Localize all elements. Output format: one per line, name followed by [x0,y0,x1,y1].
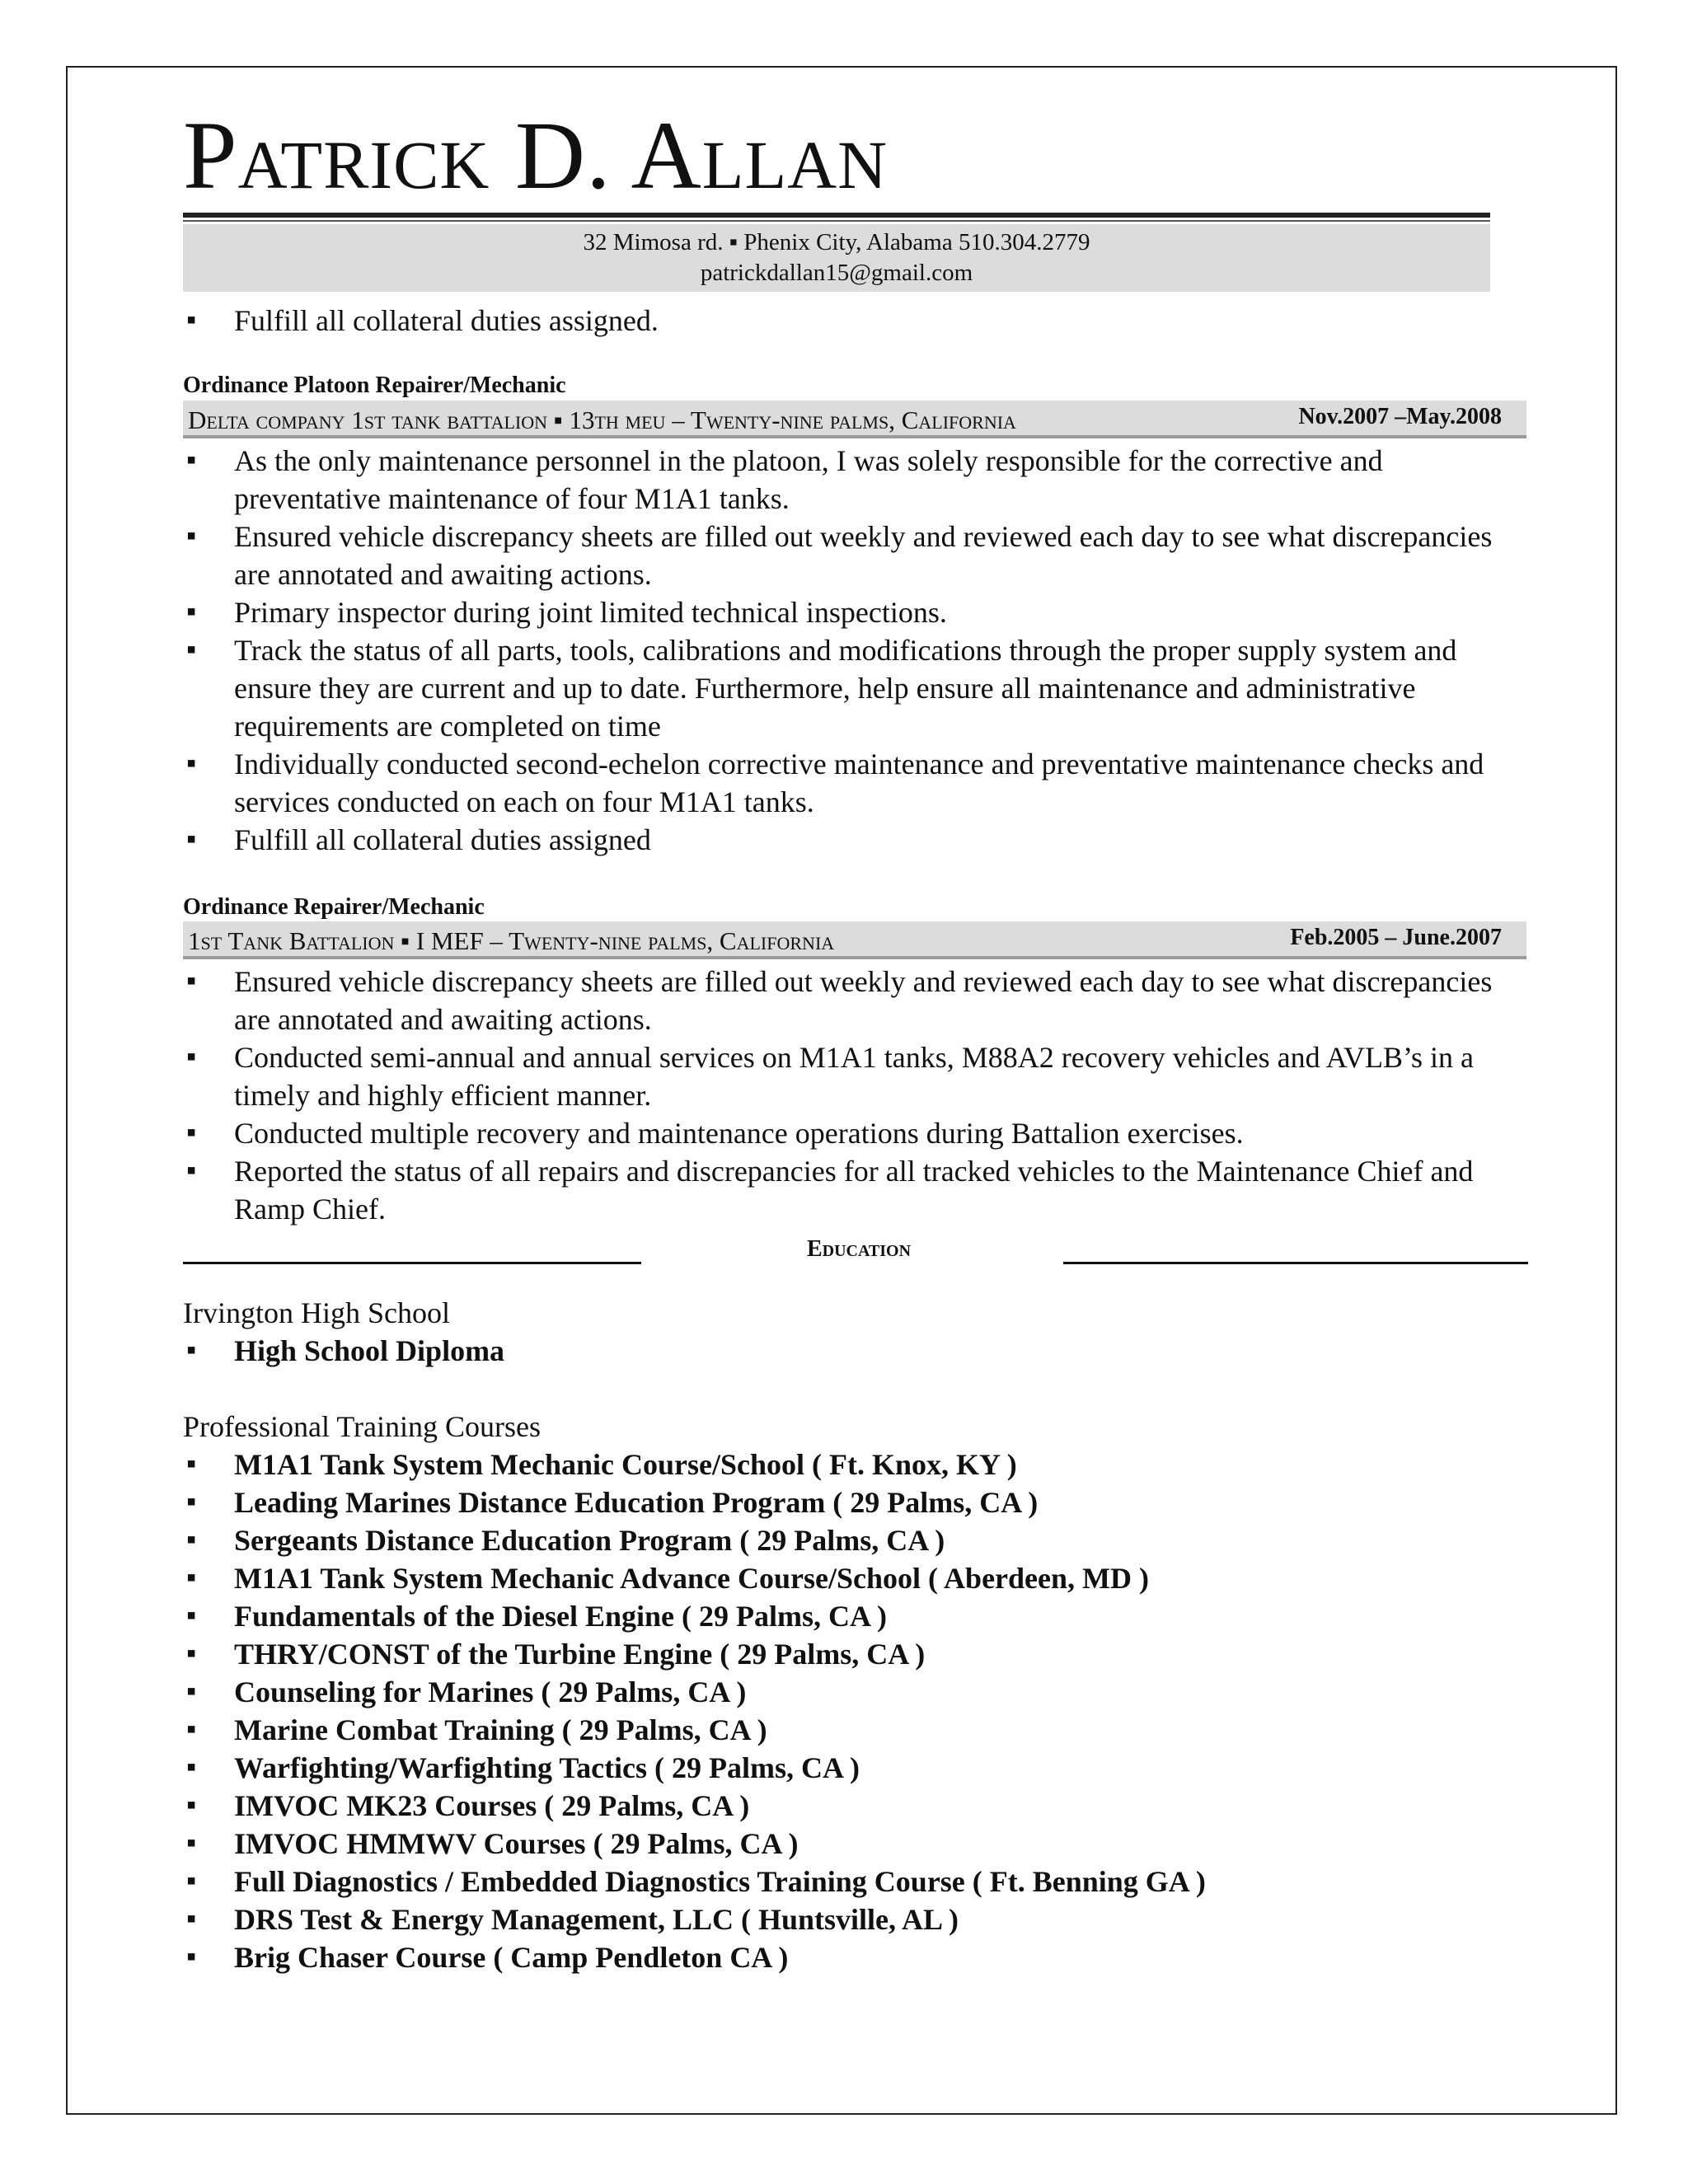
section-rule-left [183,1262,641,1264]
list-item: ▪ IMVOC HMMWV Courses ( 29 Palms, CA ) [183,1825,1502,1863]
list-item: ▪ IMVOC MK23 Courses ( 29 Palms, CA ) [183,1787,1502,1825]
list-item: ▪ Track the status of all parts, tools, calibrations and modifications through the proper supply system and ensure they are current and up to date. Furthermore, help ensure all maintenance and administrative requirements are completed on time [183,631,1502,745]
contact-email: patrickdallan15@gmail.com [700,260,973,286]
list-item: ▪ Full Diagnostics / Embedded Diagnostics Training Course ( Ft. Benning GA ) [183,1863,1502,1900]
list-item: ▪ M1A1 Tank System Mechanic Course/School ( Ft. Knox, KY ) [183,1446,1502,1483]
training-course-list [183,1446,1502,1976]
job-dates: Nov.2007 –May.2008 [1298,404,1502,429]
section-heading-education: Education [806,1236,912,1262]
list-item: ▪ High School Diploma [183,1332,1502,1370]
school-items-list [183,1332,1502,1370]
contact-address: 32 Mimosa rd. ▪ Phenix City, Alabama 510.304.2779 [583,229,1090,255]
job-title: Ordinance Repairer/Mechanic [183,894,485,920]
job-organization: Delta company 1st tank battalion ▪ 13th meu – Twenty-nine palms, California [188,405,1016,434]
training-heading: Professional Training Courses [183,1410,542,1443]
list-item: ▪ Warfighting/Warfighting Tactics ( 29 Palms, CA ) [183,1749,1502,1787]
list-item: ▪ DRS Test & Energy Management, LLC ( Huntsville, AL ) [183,1900,1502,1938]
list-item: ▪ Ensured vehicle discrepancy sheets are filled out weekly and reviewed each day to see what discrepancies are annotated and awaiting actions. [183,518,1502,593]
school-name: Irvington High School [183,1296,450,1329]
list-item: ▪ Leading Marines Distance Education Program ( 29 Palms, CA ) [183,1483,1502,1521]
list-item: ▪ Ensured vehicle discrepancy sheets are filled out weekly and reviewed each day to see what discrepancies are annotated and awaiting actions. [183,963,1502,1038]
job-title: Ordinance Platoon Repairer/Mechanic [183,373,566,398]
list-item: ▪ As the only maintenance personnel in the platoon, I was solely responsible for the corrective and preventative maintenance of four M1A1 tanks. [183,442,1502,518]
list-item: ▪ Reported the status of all repairs and discrepancies for all tracked vehicles to the Maintenance Chief and Ramp Chief. [183,1152,1502,1228]
header-rule-thin [183,220,1490,222]
list-item: ▪ Individually conducted second-echelon corrective maintenance and preventative maintenance checks and services conducted on each on four M1A1 tanks. [183,745,1502,821]
list-item: ▪ Counseling for Marines ( 29 Palms, CA ) [183,1673,1502,1711]
list-item: ▪ Primary inspector during joint limited technical inspections. [183,593,1502,631]
job-header-bar [183,401,1526,438]
job-bullet-list [183,963,1502,1228]
header-rule [183,213,1490,218]
list-item: ▪ Conducted multiple recovery and maintenance operations during Battalion exercises. [183,1114,1502,1152]
intro-bullet-list [183,302,1502,340]
job-bullet-list [183,442,1502,859]
list-item: ▪ Sergeants Distance Education Program ( 29 Palms, CA ) [183,1521,1502,1559]
job-dates: Feb.2005 – June.2007 [1290,925,1502,950]
section-rule-right [1063,1262,1528,1264]
job-header-bar [183,921,1526,959]
list-item: ▪ Fundamentals of the Diesel Engine ( 29 Palms, CA ) [183,1597,1502,1635]
list-item: ▪ Fulfill all collateral duties assigned [183,821,1502,859]
contact-bar [183,224,1490,292]
list-item: ▪ Marine Combat Training ( 29 Palms, CA ) [183,1711,1502,1749]
list-item: ▪ Fulfill all collateral duties assigned. [183,302,1502,340]
list-item: ▪ M1A1 Tank System Mechanic Advance Course/School ( Aberdeen, MD ) [183,1559,1502,1597]
list-item: ▪ Conducted semi-annual and annual services on M1A1 tanks, M88A2 recovery vehicles and AVLB’s in a timely and highly efficient manner. [183,1038,1502,1114]
list-item: ▪ Brig Chaser Course ( Camp Pendleton CA ) [183,1938,1502,1976]
candidate-name: Patrick D. Allan [183,101,889,209]
list-item: ▪ THRY/CONST of the Turbine Engine ( 29 Palms, CA ) [183,1635,1502,1673]
job-organization: 1st Tank Battalion ▪ I MEF – Twenty-nine palms, California [188,926,835,955]
